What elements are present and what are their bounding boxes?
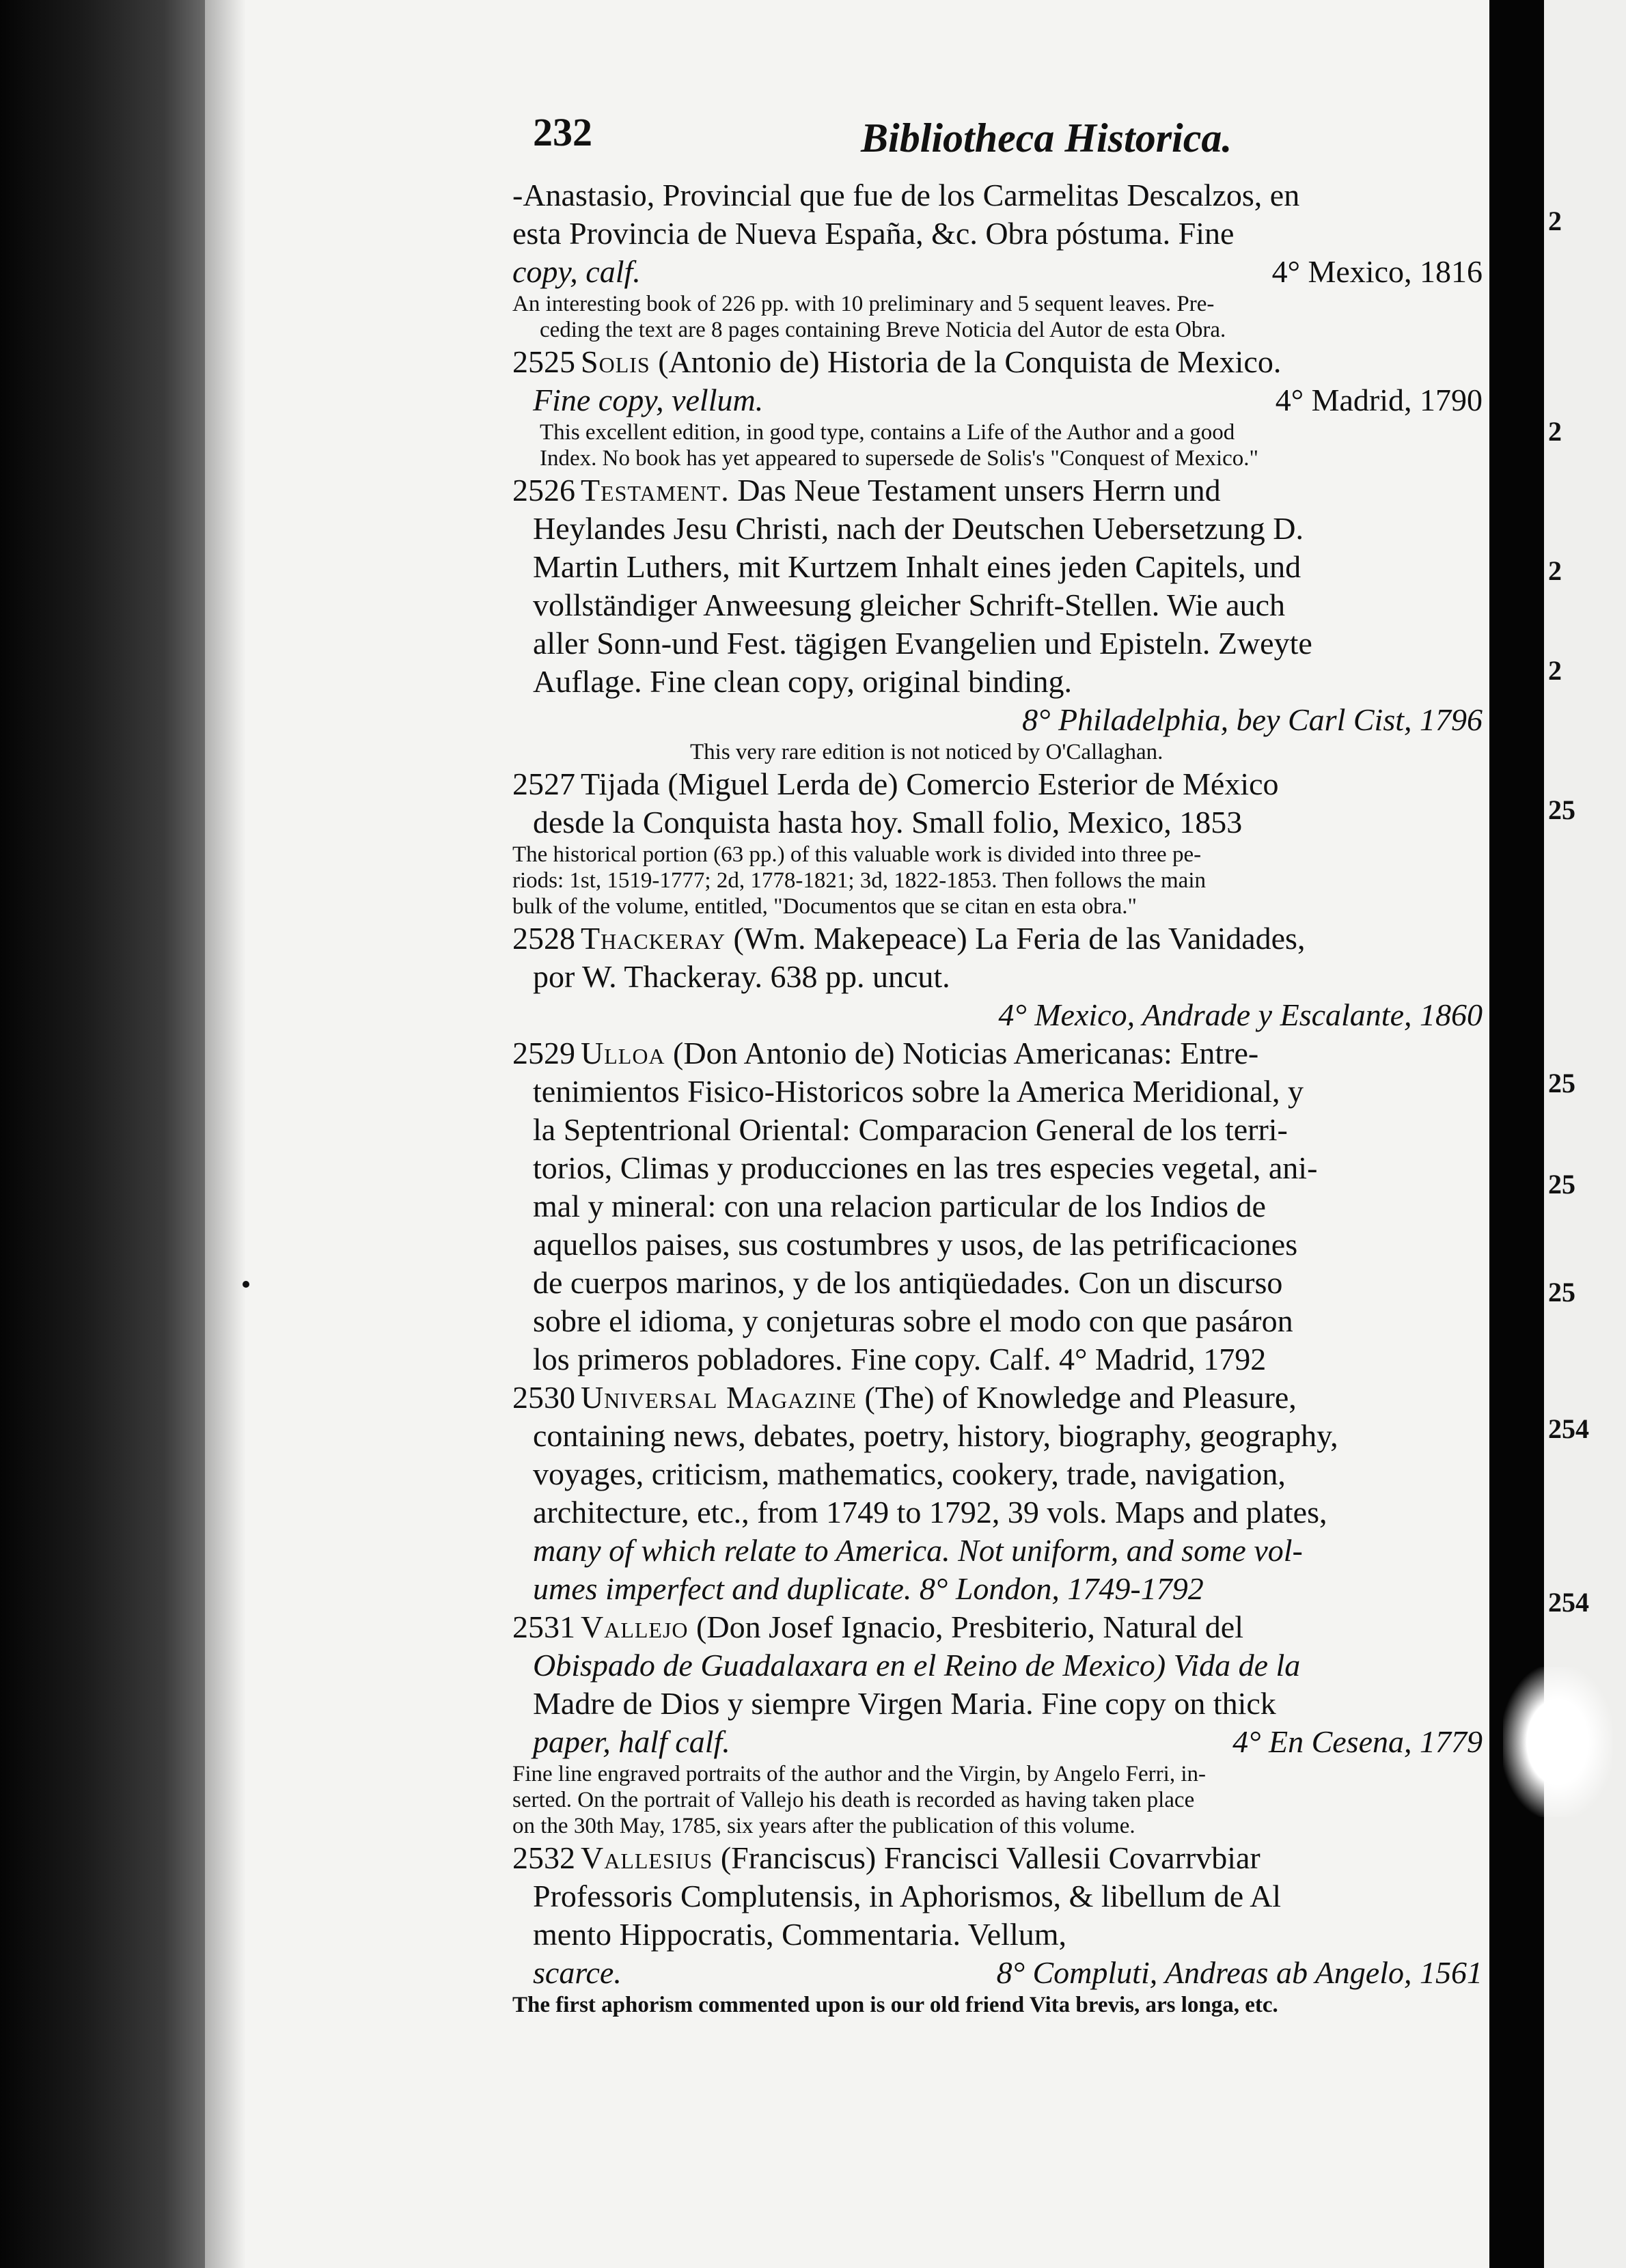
- entry-line: desde la Conquista hasta hoy. Small folio, Mexico, 1853: [533, 805, 1243, 840]
- entry-line: voyages, criticism, mathematics, cookery, trade, navigation,: [533, 1456, 1286, 1491]
- entry-number: 2527: [512, 766, 575, 801]
- catalogue-entry: [512, 176, 1483, 343]
- entry-line: de cuerpos marinos, y de los antiqüedades. Con un discurso: [533, 1265, 1283, 1300]
- entry-line: mal y mineral: con una relacion particular de los Indios de: [533, 1189, 1266, 1223]
- entry-note-line: Index. No book has yet appeared to supersede de Solis's "Conquest of Mexico.": [540, 446, 1259, 471]
- entry-author: Vallesius: [581, 1840, 713, 1875]
- scan-gutter: [1489, 0, 1544, 2268]
- page-edge-shadow: [205, 0, 246, 2268]
- entry-note-line: serted. On the portrait of Vallejo his death is recorded as having taken place: [512, 1788, 1195, 1812]
- entry-line: copy, calf.: [512, 254, 641, 289]
- entry-line: many of which relate to America. Not uniform, and some vol-: [533, 1533, 1303, 1568]
- entry-author: Tijada: [581, 766, 660, 801]
- entry-note-line: bulk of the volume, entitled, "Documentos que se citan en esta obra.": [512, 894, 1138, 919]
- entry-line: umes imperfect and duplicate. 8° London, 1749-1792: [533, 1571, 1204, 1606]
- entry-number: 2530: [512, 1380, 575, 1415]
- catalogue-entry: [512, 919, 1483, 1034]
- catalogue-entry: [512, 765, 1483, 919]
- entry-line: Das Neue Testament unsers Herrn und: [737, 473, 1221, 508]
- entry-line: containing news, debates, poetry, history, biography, geography,: [533, 1418, 1338, 1453]
- catalogue-text: [512, 176, 1483, 2018]
- entry-note-line: This very rare edition is not noticed by O'Callaghan.: [690, 740, 1163, 764]
- adjacent-page-fragment: 2: [1548, 206, 1562, 236]
- entry-note-line: on the 30th May, 1785, six years after the publication of this volume.: [512, 1814, 1135, 1838]
- entry-line: aquellos paises, sus costumbres y usos, de las petrificaciones: [533, 1227, 1298, 1262]
- entry-line: mento Hippocratis, Commentaria. Vellum,: [533, 1917, 1067, 1952]
- entry-author: Universal Magazine: [581, 1380, 857, 1415]
- entry-author: Testament.: [581, 473, 730, 508]
- entry-line: Martin Luthers, mit Kurtzem Inhalt eines jeden Capitels, und: [533, 549, 1301, 584]
- entry-line: la Septentrional Oriental: Comparacion General de los terri-: [533, 1112, 1288, 1147]
- running-title: Bibliotheca Historica.: [861, 115, 1232, 161]
- entry-line: (Antonio de) Historia de la Conquista de Mexico.: [658, 344, 1282, 379]
- entry-line: torios, Climas y producciones en las tres especies vegetal, ani-: [533, 1150, 1318, 1185]
- entry-author: Thackeray: [581, 921, 726, 956]
- entry-line: los primeros pobladores. Fine copy. Calf. 4° Madrid, 1792: [533, 1342, 1267, 1377]
- catalogue-entry: [512, 1034, 1483, 1379]
- entry-line: -Anastasio, Provincial que fue de los Carmelitas Descalzos, en: [512, 178, 1300, 212]
- catalogue-entry: [512, 1839, 1483, 2018]
- adjacent-page-fragment: 254: [1548, 1587, 1589, 1618]
- entry-line: sobre el idioma, y conjeturas sobre el modo con que pasáron: [533, 1303, 1293, 1338]
- adjacent-page-fragment: 25: [1548, 1277, 1575, 1308]
- adjacent-page-fragment: 2: [1548, 555, 1562, 586]
- entry-imprint: 8° Philadelphia, bey Carl Cist, 1796: [1022, 702, 1483, 737]
- entry-imprint: 4° Madrid, 1790: [1275, 383, 1483, 417]
- entry-imprint: 4° Mexico, Andrade y Escalante, 1860: [998, 997, 1483, 1032]
- entry-imprint: 4° En Cesena, 1779: [1232, 1724, 1483, 1759]
- entry-line: architecture, etc., from 1749 to 1792, 39 vols. Maps and plates,: [533, 1495, 1327, 1530]
- entry-line: Obispado de Guadalaxara en el Reino de Mexico) Vida de la: [533, 1648, 1301, 1683]
- entry-note-line: An interesting book of 226 pp. with 10 preliminary and 5 sequent leaves. Pre-: [512, 292, 1215, 316]
- entry-number: 2529: [512, 1036, 575, 1070]
- entry-note-line: This excellent edition, in good type, contains a Life of the Author and a good: [540, 420, 1235, 445]
- adjacent-page-fragment: 25: [1548, 794, 1575, 825]
- entry-line: (Don Antonio de) Noticias Americanas: Entre-: [673, 1036, 1259, 1070]
- entry-line: (Miguel Lerda de) Comercio Esterior de México: [667, 766, 1279, 801]
- catalogue-entry: [512, 343, 1483, 471]
- entry-author: Ulloa: [581, 1036, 665, 1070]
- adjacent-page-fragment: 25: [1548, 1169, 1575, 1200]
- entry-note-line: The first aphorism commented upon is our old friend Vita brevis, ars longa, etc.: [512, 1993, 1278, 2017]
- adjacent-page-fragment: 25: [1548, 1068, 1575, 1098]
- entry-line: Heylandes Jesu Christi, nach der Deutschen Uebersetzung D.: [533, 511, 1304, 546]
- entry-number: 2531: [512, 1609, 575, 1644]
- scan-glare: [1503, 1667, 1612, 1817]
- entry-line: (Don Josef Ignacio, Presbiterio, Natural del: [696, 1609, 1243, 1644]
- catalogue-entry: [512, 1379, 1483, 1608]
- entry-line: aller Sonn-und Fest. tägigen Evangelien und Episteln. Zweyte: [533, 626, 1312, 661]
- entry-author: Solis: [581, 344, 650, 379]
- entry-line: esta Provincia de Nueva España, &c. Obra póstuma. Fine: [512, 216, 1235, 251]
- adjacent-page-fragment: 254: [1548, 1413, 1589, 1444]
- catalogue-entry: [512, 1608, 1483, 1839]
- entry-imprint: 8° Compluti, Andreas ab Angelo, 1561: [996, 1955, 1483, 1990]
- entry-imprint: 4° Mexico, 1816: [1271, 254, 1483, 289]
- stray-mark: [243, 1281, 249, 1288]
- entry-line: Professoris Complutensis, in Aphorismos, & libellum de Al: [533, 1879, 1282, 1913]
- scan-left-margin: [0, 0, 205, 2268]
- entry-author: Vallejo: [581, 1609, 689, 1644]
- entry-number: 2525: [512, 344, 575, 379]
- entry-line: Auflage. Fine clean copy, original binding.: [533, 664, 1073, 699]
- catalogue-entry: [512, 471, 1483, 765]
- entry-line: (The) of Knowledge and Pleasure,: [864, 1380, 1297, 1415]
- entry-line: vollständiger Anweesung gleicher Schrift-Stellen. Wie auch: [533, 587, 1285, 622]
- entry-line: tenimientos Fisico-Historicos sobre la America Meridional, y: [533, 1074, 1304, 1109]
- entry-note-line: The historical portion (63 pp.) of this valuable work is divided into three pe-: [512, 842, 1202, 867]
- adjacent-page-fragment: 2: [1548, 655, 1562, 686]
- entry-note-line: ceding the text are 8 pages containing Breve Noticia del Autor de esta Obra.: [540, 318, 1226, 342]
- entry-line: paper, half calf.: [533, 1724, 730, 1759]
- entry-line: por W. Thackeray. 638 pp. uncut.: [533, 959, 950, 994]
- entry-number: 2532: [512, 1840, 575, 1875]
- entry-number: 2528: [512, 921, 575, 956]
- page-number: 232: [533, 110, 592, 154]
- entry-line: Fine copy, vellum.: [533, 383, 764, 417]
- adjacent-page-edge: [1544, 0, 1626, 2268]
- adjacent-page-fragment: 2: [1548, 416, 1562, 447]
- entry-note-line: riods: 1st, 1519-1777; 2d, 1778-1821; 3d, 1822-1853. Then follows the main: [512, 868, 1206, 893]
- entry-line: scarce.: [533, 1955, 622, 1990]
- entry-line: (Franciscus) Francisci Vallesii Covarrvbiar: [720, 1840, 1260, 1875]
- entry-number: 2526: [512, 473, 575, 508]
- entry-line: Madre de Dios y siempre Virgen Maria. Fine copy on thick: [533, 1686, 1276, 1721]
- entry-note-line: Fine line engraved portraits of the author and the Virgin, by Angelo Ferri, in-: [512, 1762, 1206, 1786]
- entry-line: (Wm. Makepeace) La Feria de las Vanidades,: [733, 921, 1306, 956]
